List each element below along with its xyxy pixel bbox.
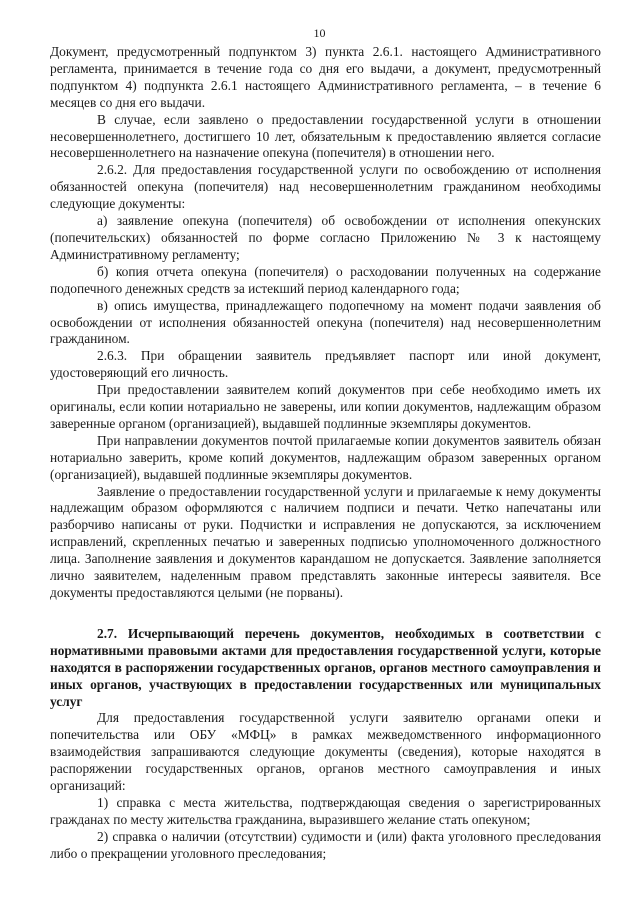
list-item-1: 1) справка с места жительства, подтверждающая сведения о зарегистрированных гражданах по месту жительства гражданина, выразившего желание стать опекуном; [50, 794, 601, 827]
paragraph-document-validity: Документ, предусмотренный подпунктом 3) пункта 2.6.1. настоящего Административного регламента, принимается в течение года со дня его выдачи, а документ, предусмотренный подпунктом 4) подпункта 2.6.1 настоящего Административного регламента, – в течение 6 месяцев со дня его выдачи. [50, 44, 601, 110]
section-heading-2-7: 2.7. Исчерпывающий перечень документов, необходимых в соответствии с нормативными правовыми актами для предоставления государственной услуги, которые находятся в распоряжении государственных органов, органов местного самоуправления и иных органов, участвующих в предоставлении государственных или муниципальных услуг [50, 625, 601, 709]
list-item-2: 2) справка о наличии (отсутствии) судимости и (или) факта уголовного преследования либо о прекращении уголовного преследования; [50, 828, 601, 861]
list-item-v: в) опись имущества, принадлежащего подопечному на момент подачи заявления об освобождении от исполнения обязанностей опекуна (попечителя) над несовершеннолетним гражданином. [50, 297, 601, 347]
paragraph-minor-consent: В случае, если заявлено о предоставлении государственной услуги в отношении несовершеннолетнего, достигшего 10 лет, обязательным к предоставлению является согласие несовершеннолетнего на назначение опекуна (попечителя) в отношении него. [50, 111, 601, 161]
paragraph-application-requirements: Заявление о предоставлении государственной услуги и прилагаемые к нему документы надлежащим образом оформляются с наличием подписи и печати. Четко напечатаны или разборчиво написаны от руки. Подчистки и исправления не допускаются, за исключением исправлений, скрепленных печатью и заверенных подписью уполномоченного должностного лица. Заполнение заявления и документов карандашом не допускается. Заявление заполняется лично заявителем, наделенным правом представлять законные интересы заявителя. Все документы предоставляются целыми (не порваны). [50, 483, 601, 600]
paragraph-interagency-request: Для предоставления государственной услуги заявителю органами опеки и попечительства или ОБУ «МФЦ» в рамках межведомственного информационного взаимодействия запрашиваются следующие документы (сведения), которые находятся в распоряжении государственных органов, органов местного самоуправления и иных организаций: [50, 710, 601, 794]
paragraph-2-6-3: 2.6.3. При обращении заявитель предъявляет паспорт или иной документ, удостоверяющий его личность. [50, 348, 601, 381]
document-body [50, 44, 601, 863]
paragraph-2-6-2: 2.6.2. Для предоставления государственной услуги по освобождению от исполнения обязанностей опекуна (попечителя) над несовершеннолетним гражданином необходимы следующие документы: [50, 162, 601, 212]
paragraph-copies-originals: При предоставлении заявителем копий документов при себе необходимо иметь их оригиналы, если копии нотариально не заверены, или копии документов, надлежащим образом заверенные органом (организацией), выдавшей подлинные экземпляры документов. [50, 382, 601, 431]
page-number: 10 [313, 26, 326, 40]
paragraph-postal-documents: При направлении документов почтой прилагаемые копии документов заявитель обязан нотариально заверить, кроме копий документов, надлежащим образом заверенных органом (организацией), выдавшей подлинные экземпляры документов. [50, 432, 601, 482]
list-item-b: б) копия отчета опекуна (попечителя) о расходовании полученных на содержание подопечного денежных средств за истекший период календарного года; [50, 263, 601, 296]
list-item-a: а) заявление опекуна (попечителя) об освобождении от исполнения опекунских (попечительских) обязанностей по форме согласно Приложению № 3 к настоящему Административному регламенту; [50, 213, 601, 262]
